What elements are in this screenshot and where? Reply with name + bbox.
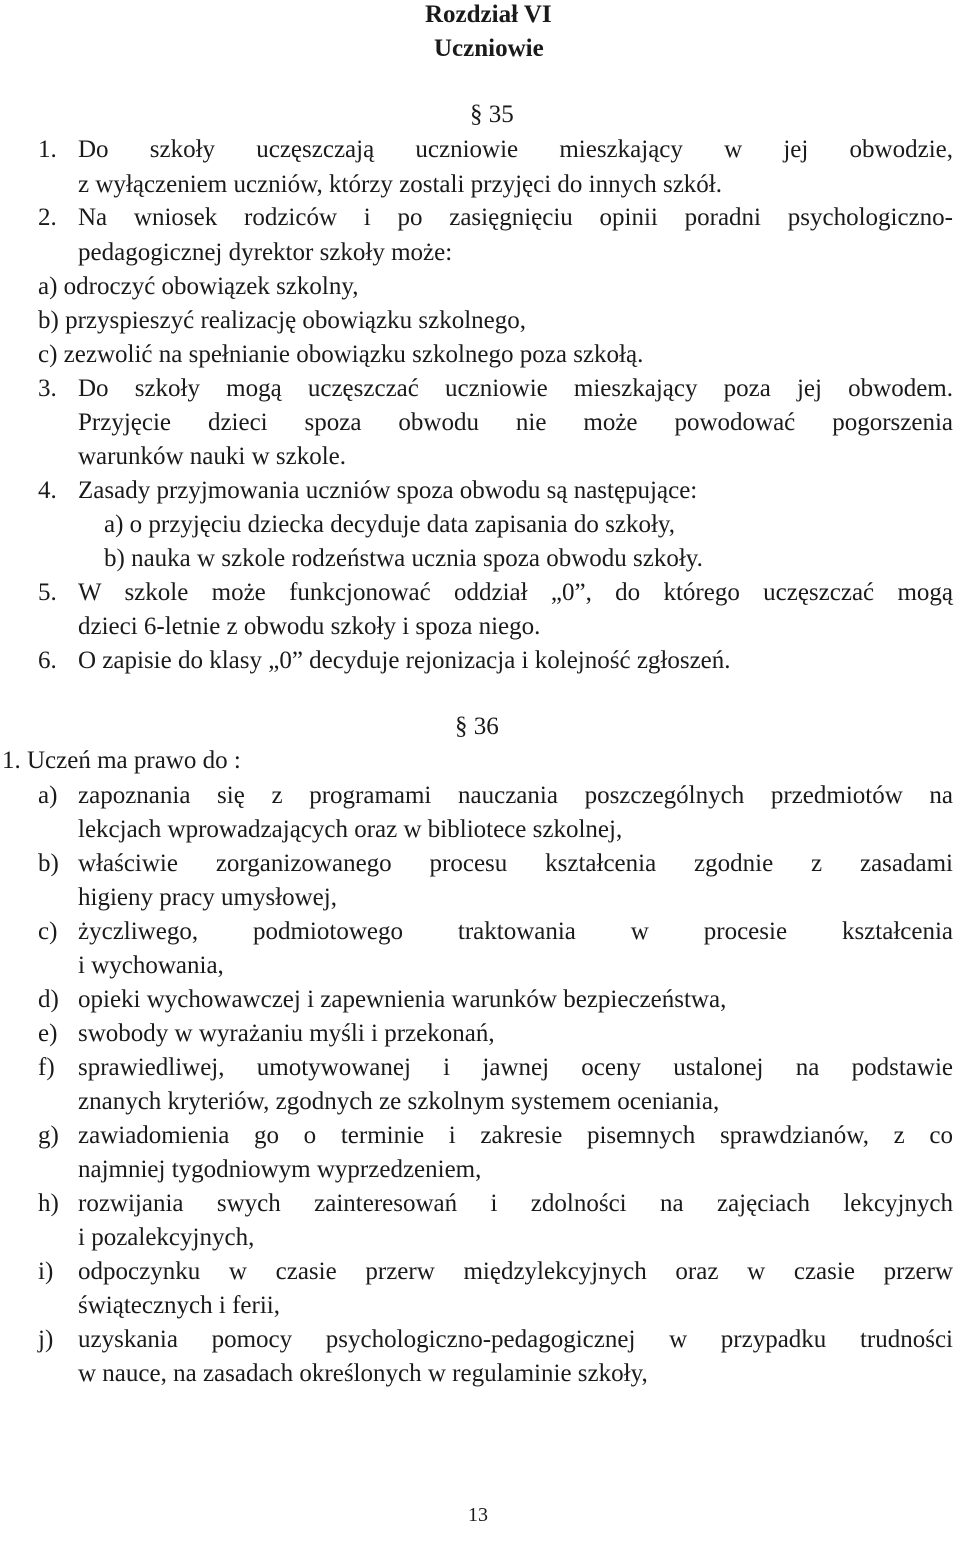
list-item: zapoznania się z programami nauczania poszczególnych przedmiotów na bbox=[78, 782, 953, 809]
paragraph-number: 4. bbox=[38, 477, 57, 504]
list-item: a) o przyjęciu dziecka decyduje data zapisania do szkoły, bbox=[104, 511, 676, 538]
page-number: 13 bbox=[468, 1504, 488, 1526]
list-item: opieki wychowawczej i zapewnienia warunków bezpieczeństwa, bbox=[78, 986, 727, 1013]
list-item: odpoczynku w czasie przerw międzylekcyjnych oraz w czasie przerw bbox=[78, 1258, 953, 1285]
paragraph-line: O zapisie do klasy „0” decyduje rejonizacja i kolejność zgłoszeń. bbox=[78, 647, 731, 674]
list-label: f) bbox=[38, 1054, 55, 1081]
list-item-cont: i pozalekcyjnych, bbox=[78, 1224, 255, 1251]
section-heading-35: § 35 bbox=[470, 101, 514, 128]
list-label: i) bbox=[38, 1258, 54, 1285]
list-item: b) nauka w szkole rodzeństwa ucznia spoza obwodu szkoły. bbox=[104, 545, 703, 572]
list-item: swobody w wyrażaniu myśli i przekonań, bbox=[78, 1020, 495, 1047]
paragraph-line: Na wniosek rodziców i po zasięgnięciu opinii poradni psychologiczno- bbox=[78, 204, 953, 231]
paragraph-line: Do szkoły uczęszczają uczniowie mieszkający w jej obwodzie, bbox=[78, 136, 953, 163]
paragraph-number: 1. bbox=[38, 136, 57, 163]
list-item: właściwie zorganizowanego procesu kształcenia zgodnie z zasadami bbox=[78, 850, 953, 877]
list-label: g) bbox=[38, 1122, 59, 1149]
list-item-cont: świątecznych i ferii, bbox=[78, 1292, 280, 1319]
list-item-cont: higieny pracy umysłowej, bbox=[78, 884, 337, 911]
list-item: rozwijania swych zainteresowań i zdolności na zajęciach lekcyjnych bbox=[78, 1190, 953, 1217]
paragraph-number: 6. bbox=[38, 647, 57, 674]
paragraph-line: Do szkoły mogą uczęszczać uczniowie mieszkający poza jej obwodem. bbox=[78, 375, 953, 402]
chapter-title: Rozdział VI bbox=[425, 1, 552, 28]
list-item: b) przyspieszyć realizację obowiązku szkolnego, bbox=[38, 307, 526, 334]
list-item: życzliwego, podmiotowego traktowania w procesie kształcenia bbox=[78, 918, 953, 945]
list-label: a) bbox=[38, 782, 58, 809]
paragraph-line: dzieci 6-letnie z obwodu szkoły i spoza niego. bbox=[78, 613, 541, 640]
paragraph-line: pedagogicznej dyrektor szkoły może: bbox=[78, 239, 453, 266]
paragraph-number: 3. bbox=[38, 375, 57, 402]
list-item: zawiadomienia go o terminie i zakresie pisemnych sprawdzianów, z co bbox=[78, 1122, 953, 1149]
list-item-cont: znanych kryteriów, zgodnych ze szkolnym systemem oceniania, bbox=[78, 1088, 720, 1115]
paragraph-intro: 1. Uczeń ma prawo do : bbox=[2, 747, 241, 774]
list-item-cont: lekcjach wprowadzających oraz w bibliotece szkolnej, bbox=[78, 816, 623, 843]
list-label: b) bbox=[38, 850, 59, 877]
list-label: e) bbox=[38, 1020, 58, 1047]
paragraph-line: z wyłączeniem uczniów, którzy zostali przyjęci do innych szkół. bbox=[78, 171, 722, 198]
list-label: c) bbox=[38, 918, 58, 945]
list-label: h) bbox=[38, 1190, 59, 1217]
list-label: d) bbox=[38, 986, 59, 1013]
list-item: a) odroczyć obowiązek szkolny, bbox=[38, 273, 359, 300]
list-item: c) zezwolić na spełnianie obowiązku szkolnego poza szkołą. bbox=[38, 341, 644, 368]
list-item-cont: w nauce, na zasadach określonych w regulaminie szkoły, bbox=[78, 1360, 648, 1387]
list-item-cont: i wychowania, bbox=[78, 952, 224, 979]
paragraph-line: warunków nauki w szkole. bbox=[78, 443, 346, 470]
list-label: j) bbox=[38, 1326, 54, 1353]
list-item: uzyskania pomocy psychologiczno-pedagogicznej w przypadku trudności bbox=[78, 1326, 953, 1353]
paragraph-line: Przyjęcie dzieci spoza obwodu nie może powodować pogorszenia bbox=[78, 409, 953, 436]
section-heading-36: § 36 bbox=[455, 713, 499, 740]
list-item-cont: najmniej tygodniowym wyprzedzeniem, bbox=[78, 1156, 482, 1183]
paragraph-number: 5. bbox=[38, 579, 57, 606]
paragraph-line: W szkole może funkcjonować oddział „0”, do którego uczęszczać mogą bbox=[78, 579, 953, 606]
list-item: sprawiedliwej, umotywowanej i jawnej oceny ustalonej na podstawie bbox=[78, 1054, 953, 1081]
chapter-subtitle: Uczniowie bbox=[434, 35, 544, 62]
paragraph-line: Zasady przyjmowania uczniów spoza obwodu są następujące: bbox=[78, 477, 698, 504]
paragraph-number: 2. bbox=[38, 204, 57, 231]
